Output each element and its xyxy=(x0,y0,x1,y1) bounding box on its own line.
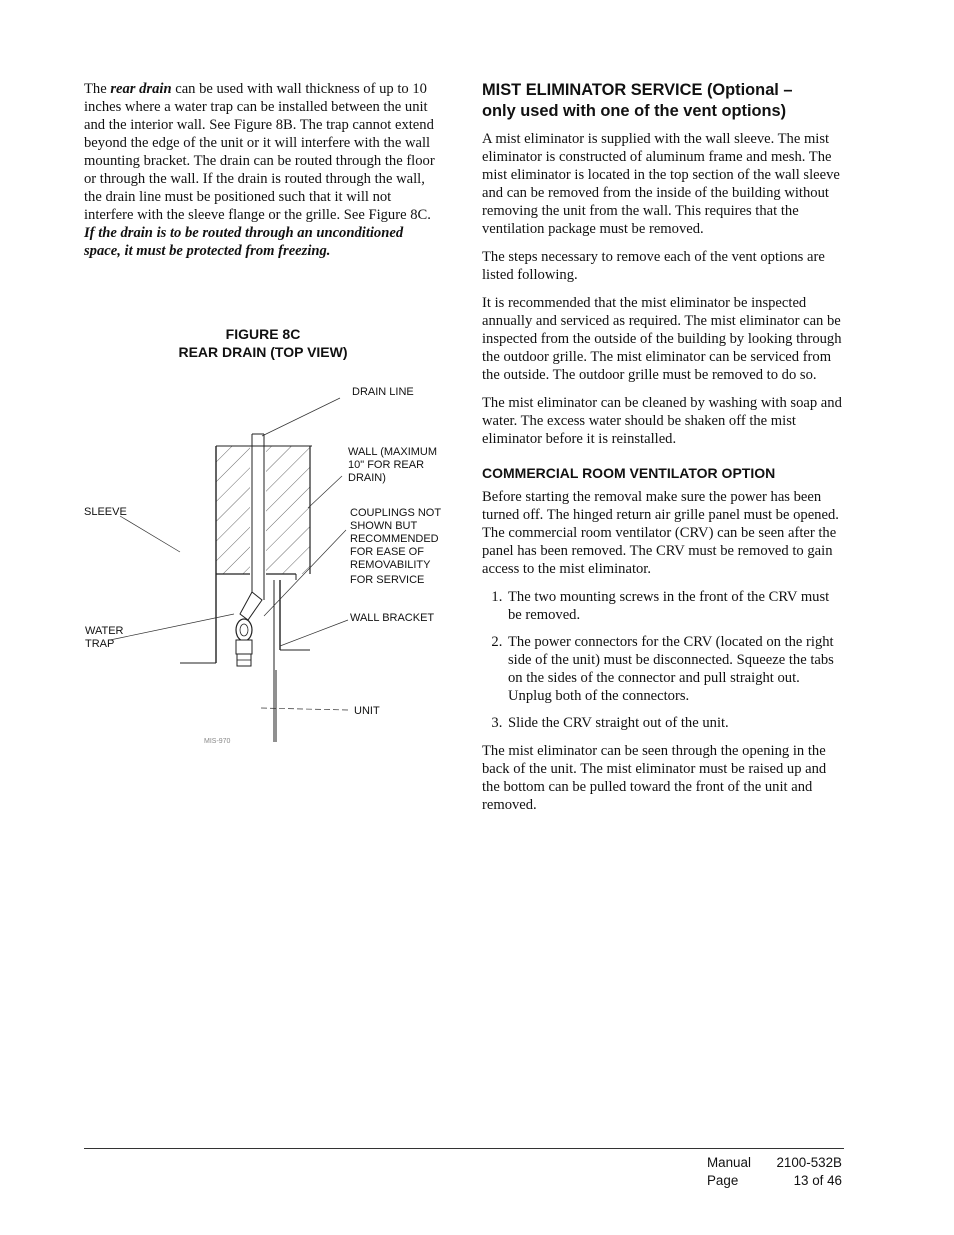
list-item: 2. The power connectors for the CRV (located on the right side of the unit) must be disconnected. Squeeze the tabs on the sides of the connector and pull straight out. Unplug both of the connectors. xyxy=(506,633,844,705)
page-label: Page xyxy=(707,1173,739,1188)
wall-bracket-label: WALL BRACKET xyxy=(350,612,435,624)
figure-caption xyxy=(84,325,442,361)
unit-label: UNIT xyxy=(354,705,380,717)
mist-paragraph-3: It is recommended that the mist eliminator be inspected annually and serviced as required. The mist eliminator can be inspected from the outside of the building by looking through the outdoor grille. The mist eliminator can be serviced from the outside. The outdoor grille must be removed to do so. xyxy=(482,295,842,383)
list-item: 3. Slide the CRV straight out of the unit. xyxy=(506,714,844,732)
figure-title: REAR DRAIN (TOP VIEW) xyxy=(178,344,348,360)
drain-line-label: DRAIN LINE xyxy=(352,386,414,398)
right-column xyxy=(482,80,844,824)
rear-drain-diagram xyxy=(80,380,450,760)
crv-steps-list xyxy=(482,588,844,732)
rear-drain-term: rear drain xyxy=(110,81,172,97)
figure-number: FIGURE 8C xyxy=(225,326,301,342)
wall-label: WALL (MAXIMUM 10" FOR REAR DRAIN) xyxy=(348,446,438,484)
left-column xyxy=(84,80,442,270)
rear-drain-paragraph: The rear drain can be used with wall thickness of up to 10 inches where a water trap can be installed between the unit and the interior wall. See Figure 8B. The trap cannot extend beyond the edge of the unit or it will interfere with the wall mounting bracket. The drain can be routed through the floor or through the wall. If the drain is routed through the wall, the drain line must be positioned such that it will not interfere with the sleeve flange or the grille. See Figure 8C. If the drain is to be routed through an unconditioned space, it must be protected from freezing. xyxy=(84,81,435,259)
mist-paragraph-4: The mist eliminator can be cleaned by washing with soap and water. The excess water should be shaken off the mist eliminator before it is reinstalled. xyxy=(482,395,842,447)
manual-number: 2100-532B xyxy=(776,1155,842,1170)
list-item: 1. The two mounting screws in the front of the CRV must be removed. xyxy=(506,588,844,624)
mist-paragraph-1: A mist eliminator is supplied with the wall sleeve. The mist eliminator is constructed of aluminum frame and mesh. The mist eliminator is located in the top section of the wall sleeve and can be removed from the inside of the building without removing the unit from the wall. This requires that the ventilation package must be removed. xyxy=(482,131,840,237)
drawing-id: MIS-970 xyxy=(204,738,231,745)
couplings-label: COUPLINGS NOT SHOWN BUT RECOMMENDED FOR EASE OF REMOVABILITY FOR SERVICE xyxy=(350,507,442,586)
mist-eliminator-heading: MIST ELIMINATOR SERVICE (Optional – only used with one of the vent options) xyxy=(482,81,793,120)
crv-paragraph: Before starting the removal make sure the power has been turned off. The hinged return air grille panel must be opened. The commercial room ventilator (CRV) can be seen after the panel has been removed. The CRV must be removed to gain access to the mist eliminator. xyxy=(482,489,839,577)
mist-paragraph-2: The steps necessary to remove each of the vent options are listed following. xyxy=(482,249,825,283)
footer-labels xyxy=(707,1154,751,1190)
manual-label: Manual xyxy=(707,1155,751,1170)
mist-paragraph-final: The mist eliminator can be seen through the opening in the back of the unit. The mist eliminator must be raised up and the bottom can be pulled toward the front of the unit and removed. xyxy=(482,743,827,813)
footer-values xyxy=(760,1154,842,1190)
sleeve-label: SLEEVE xyxy=(84,506,127,518)
crv-subheading: COMMERCIAL ROOM VENTILATOR OPTION xyxy=(482,465,776,481)
freezing-warning: If the drain is to be routed through an unconditioned space, it must be protected from freezing. xyxy=(84,225,404,259)
footer-divider xyxy=(84,1148,844,1149)
page-number: 13 of 46 xyxy=(793,1173,842,1188)
water-trap-label: WATER TRAP xyxy=(85,625,124,650)
